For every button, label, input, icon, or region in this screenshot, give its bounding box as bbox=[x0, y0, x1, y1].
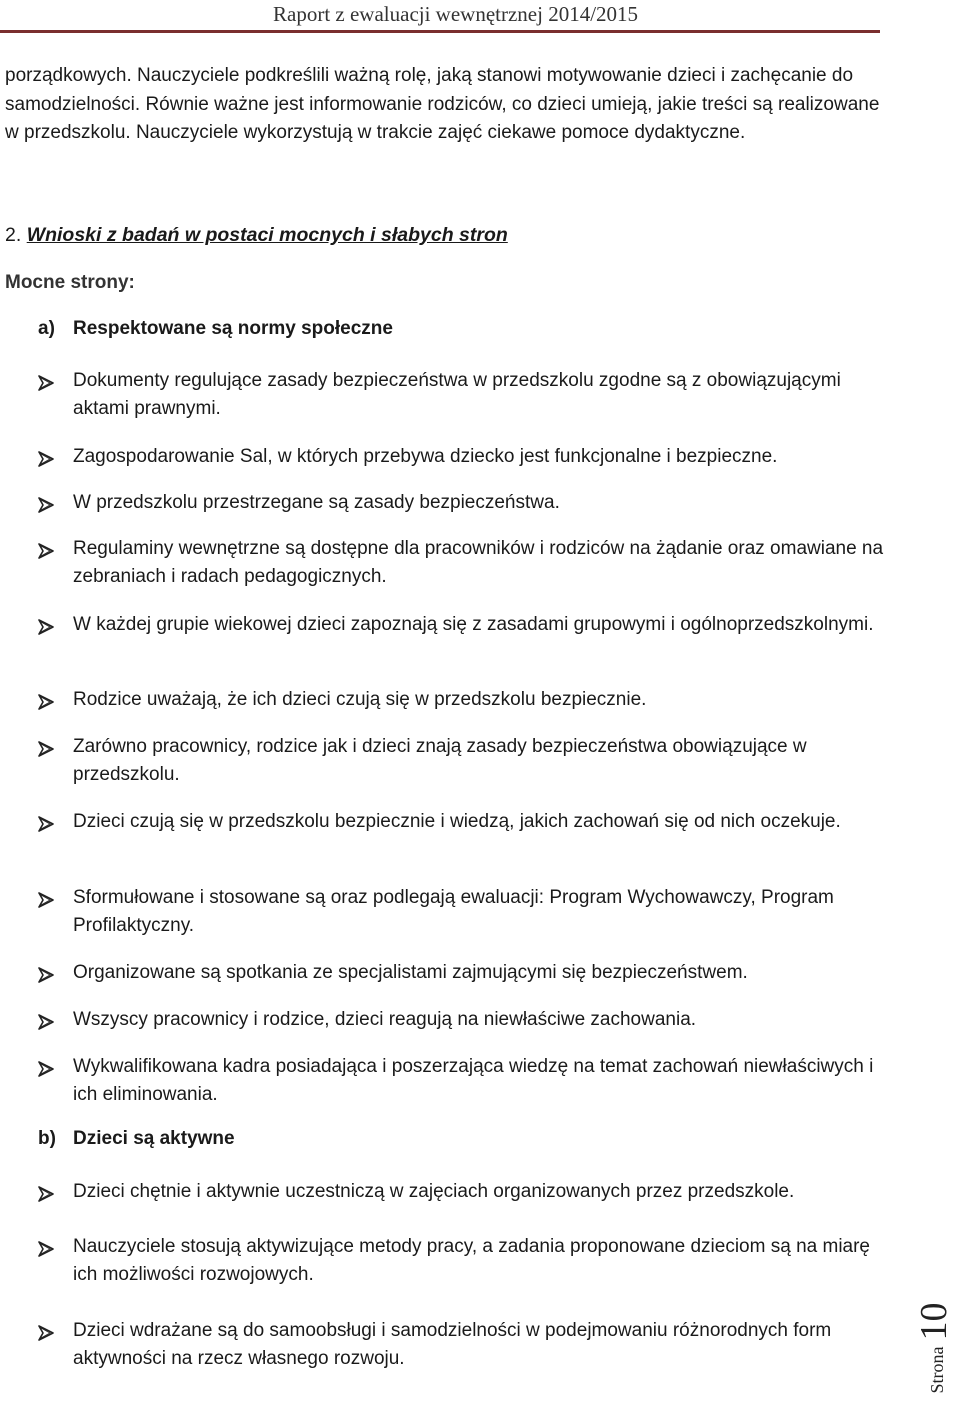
subheading-a-title: Respektowane są normy społeczne bbox=[73, 318, 393, 339]
arrow-bullet-icon bbox=[38, 494, 54, 510]
page-word: Strona bbox=[927, 1346, 947, 1394]
list-item bbox=[38, 959, 888, 987]
arrow-bullet-icon bbox=[38, 1011, 54, 1027]
arrow-bullet-icon bbox=[38, 372, 54, 388]
list-item bbox=[38, 1006, 888, 1034]
arrow-bullet-icon bbox=[38, 813, 54, 829]
strengths-label: Mocne strony: bbox=[5, 272, 135, 293]
list-item-text: Zarówno pracownicy, rodzice jak i dzieci znają zasady bezpieczeństwa obowiązujące w przedszkolu. bbox=[73, 736, 807, 785]
list-item-text: Wszyscy pracownicy i rodzice, dzieci reagują na niewłaściwe zachowania. bbox=[73, 1009, 697, 1030]
list-item-text: Dzieci czują się w przedszkolu bezpiecznie i wiedzą, jakich zachowań się od nich oczekuje. bbox=[73, 811, 841, 832]
list-item-text: W przedszkolu przestrzegane są zasady bezpieczeństwa. bbox=[73, 492, 560, 513]
header-divider bbox=[0, 30, 880, 33]
arrow-bullet-icon bbox=[38, 448, 54, 464]
list-item bbox=[38, 443, 888, 471]
list-item bbox=[38, 1178, 888, 1206]
list-item bbox=[38, 733, 888, 789]
page-number bbox=[908, 1290, 960, 1406]
list-item-text: Wykwalifikowana kadra posiadająca i poszerzająca wiedzę na temat zachowań niewłaściwych i ich eliminowania. bbox=[73, 1056, 874, 1105]
list-item-text: Organizowane są spotkania ze specjalistami zajmującymi się bezpieczeństwem. bbox=[73, 962, 748, 983]
list-item bbox=[38, 686, 888, 714]
list-item-text: Dokumenty regulujące zasady bezpieczeństwa w przedszkolu zgodne są z obowiązującymi aktami prawnymi. bbox=[73, 370, 841, 419]
section-number: 2. bbox=[5, 224, 22, 246]
list-item-text: Dzieci chętnie i aktywnie uczestniczą w zajęciach organizowanych przez przedszkole. bbox=[73, 1181, 795, 1202]
arrow-bullet-icon bbox=[38, 1238, 54, 1254]
list-item-text: Dzieci wdrażane są do samoobsługi i samodzielności w podejmowaniu różnorodnych form aktywności na rzecz własnego rozwoju. bbox=[73, 1320, 832, 1369]
arrow-bullet-icon bbox=[38, 889, 54, 905]
list-item bbox=[38, 367, 888, 423]
list-item bbox=[38, 1053, 888, 1109]
list-item-text: Regulaminy wewnętrzne są dostępne dla pracowników i rodziców na żądanie oraz omawiane na zebraniach i radach pedagogicznych. bbox=[73, 538, 884, 587]
subheading-b bbox=[38, 1128, 235, 1150]
page-digits: 10 bbox=[913, 1302, 955, 1341]
list-item bbox=[38, 611, 888, 639]
subheading-a bbox=[38, 318, 393, 340]
list-item bbox=[38, 808, 888, 836]
list-item-text: Rodzice uważają, że ich dzieci czują się w przedszkolu bezpiecznie. bbox=[73, 689, 647, 710]
arrow-bullet-icon bbox=[38, 540, 54, 556]
list-item bbox=[38, 535, 888, 591]
list-item bbox=[38, 1317, 888, 1373]
arrow-bullet-icon bbox=[38, 964, 54, 980]
subheading-a-letter: a) bbox=[38, 318, 55, 339]
list-item bbox=[38, 884, 888, 940]
list-item-text: Zagospodarowanie Sal, w których przebywa dziecko jest funkcjonalne i bezpieczne. bbox=[73, 446, 778, 467]
arrow-bullet-icon bbox=[38, 1322, 54, 1338]
list-item-text: Nauczyciele stosują aktywizujące metody pracy, a zadania proponowane dzieciom są na miarę ich możliwości rozwojowych. bbox=[73, 1236, 870, 1285]
list-item bbox=[38, 1233, 888, 1289]
header-title: Raport z ewaluacji wewnętrznej 2014/2015 bbox=[273, 2, 639, 26]
list-item bbox=[38, 489, 888, 517]
section-title: Wnioski z badań w postaci mocnych i słabych stron bbox=[26, 224, 508, 246]
arrow-bullet-icon bbox=[38, 738, 54, 754]
arrow-bullet-icon bbox=[38, 616, 54, 632]
subheading-b-title: Dzieci są aktywne bbox=[73, 1128, 235, 1149]
subheading-b-letter: b) bbox=[38, 1128, 56, 1149]
arrow-bullet-icon bbox=[38, 1183, 54, 1199]
list-item-text: Sformułowane i stosowane są oraz podlegają ewaluacji: Program Wychowawczy, Program Profilaktyczny. bbox=[73, 887, 834, 936]
page-header bbox=[0, 0, 960, 32]
arrow-bullet-icon bbox=[38, 691, 54, 707]
list-item-text: W każdej grupie wiekowej dzieci zapoznają się z zasadami grupowymi i ogólnoprzedszkolnymi. bbox=[73, 614, 874, 635]
intro-paragraph: porządkowych. Nauczyciele podkreślili ważną rolę, jaką stanowi motywowanie dzieci i zachęcanie do samodzielności. Równie ważne jest informowanie rodziców, co dzieci umieją, jakie treści są realizowane w przedszkolu. Nauczyciele wykorzystują w trakcie zajęć ciekawe pomoce dydaktyczne. bbox=[5, 65, 880, 143]
arrow-bullet-icon bbox=[38, 1058, 54, 1074]
section-heading bbox=[5, 224, 508, 247]
